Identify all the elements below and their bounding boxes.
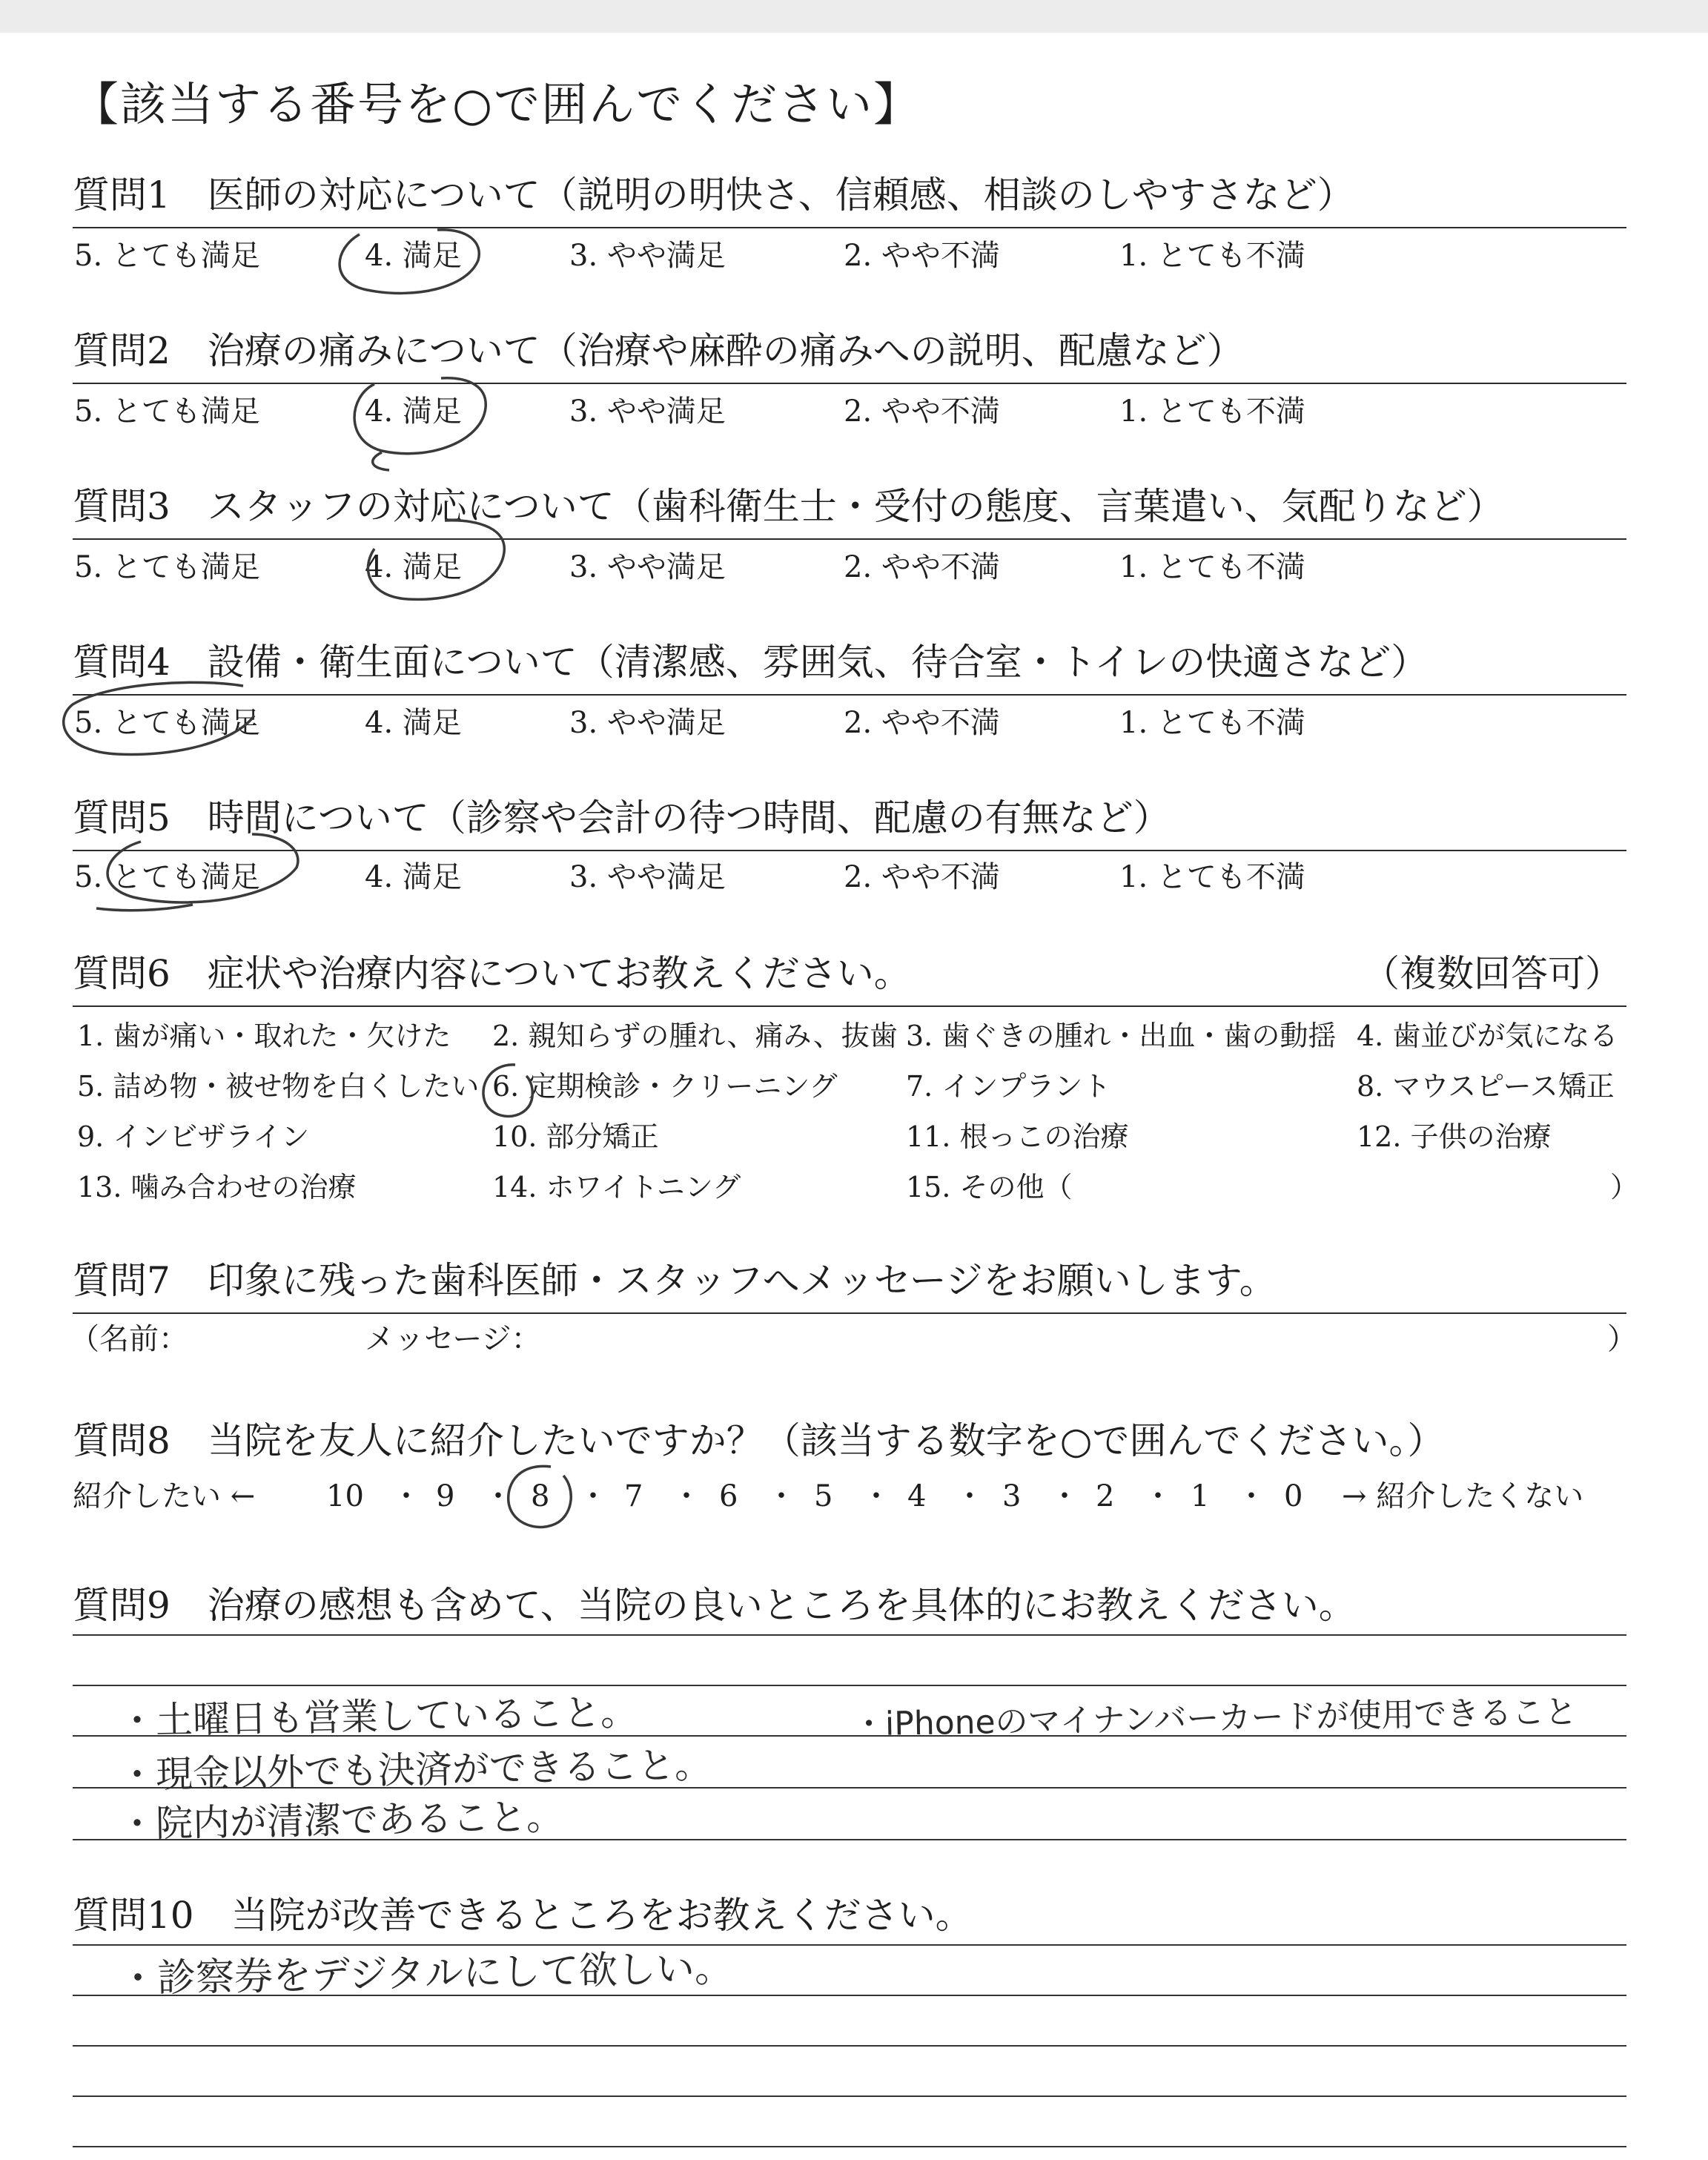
question-7-title: 質問7 印象に残った歯科医師・スタッフへメッセージをお願いします。 [73, 1259, 1277, 1302]
q10-answer-1: ・診察券をデジタルにして欲しい。 [118, 1946, 734, 2002]
q6-item-2[interactable]: 2. 親知らずの腫れ、痛み、抜歯 [492, 1020, 898, 1052]
question-6-title: 質問6 症状や治療内容についてお教えください。 [73, 952, 911, 995]
q9-writing-line-2 [73, 1685, 1626, 1686]
q8-score-6[interactable]: 6 [719, 1479, 738, 1513]
q3-option-2[interactable]: 2. やや不満 [844, 550, 1000, 584]
q8-sep: ・ [672, 1479, 701, 1513]
q6-item-6[interactable]: 6. 定期検診・クリーニング [492, 1070, 838, 1103]
q4-option-2[interactable]: 2. やや不満 [844, 706, 1000, 740]
q8-sep: ・ [391, 1479, 421, 1513]
q5-option-4[interactable]: 4. 満足 [365, 860, 462, 894]
q8-score-8[interactable]: 8 [531, 1479, 550, 1513]
q6-item-12[interactable]: 12. 子供の治療 [1357, 1120, 1552, 1153]
q1-option-4[interactable]: 4. 満足 [365, 239, 462, 273]
q2-option-3[interactable]: 3. やや満足 [569, 394, 726, 429]
q8-score-10[interactable]: 10 [326, 1479, 364, 1513]
q7-close-paren: ） [1607, 1322, 1637, 1356]
q4-option-5[interactable]: 5. とても満足 [74, 706, 260, 740]
question-1-title: 質問1 医師の対応について（説明の明快さ、信頼感、相談のしやすさなど） [73, 174, 1354, 217]
q1-selection-circle [326, 219, 489, 301]
question-3-rule [73, 538, 1626, 540]
q8-right-label: → 紹介したくない [1342, 1479, 1584, 1513]
q8-left-label: 紹介したい ← [73, 1479, 256, 1513]
q9-answer-3: ・現金以外でも決済ができること。 [118, 1743, 712, 1797]
question-8-title: 質問8 当院を友人に紹介したいですか？（該当する数字を○で囲んでください。） [73, 1419, 1445, 1462]
q9-answer-4: ・院内が清潔であること。 [118, 1794, 564, 1846]
q8-score-1[interactable]: 1 [1191, 1479, 1210, 1513]
question-7-rule [73, 1312, 1626, 1314]
q2-option-2[interactable]: 2. やや不満 [844, 394, 1000, 429]
q6-item-4[interactable]: 4. 歯並びが気になる [1357, 1020, 1618, 1052]
q8-score-4[interactable]: 4 [907, 1479, 927, 1513]
q3-option-5[interactable]: 5. とても満足 [74, 550, 260, 584]
q8-sep: ・ [1050, 1479, 1079, 1513]
q1-option-2[interactable]: 2. やや不満 [844, 239, 1000, 273]
q3-selection-circle [348, 512, 519, 615]
q3-option-1[interactable]: 1. とても不満 [1119, 550, 1305, 584]
question-6-note: （複数回答可） [1363, 952, 1622, 995]
q5-selection-circle [82, 823, 319, 919]
q6-item-14[interactable]: 14. ホワイトニング [492, 1171, 741, 1203]
q6-item-10[interactable]: 10. 部分矯正 [492, 1120, 659, 1153]
q6-item-1[interactable]: 1. 歯が痛い・取れた・欠けた [77, 1020, 451, 1052]
q7-name-label: （名前： [70, 1322, 188, 1356]
question-3-title: 質問3 スタッフの対応について（歯科衛生士・受付の態度、言葉遣い、気配りなど） [73, 485, 1504, 528]
q4-selection-circle [50, 671, 273, 767]
q8-score-2[interactable]: 2 [1096, 1479, 1115, 1513]
q3-option-4[interactable]: 4. 満足 [365, 550, 462, 584]
question-10-title: 質問10 当院が改善できるところをお教えください。 [73, 1894, 973, 1937]
q6-item-9[interactable]: 9. インビザライン [77, 1120, 310, 1153]
q6-item-5[interactable]: 5. 詰め物・被せ物を白くしたい [77, 1070, 480, 1103]
q8-sep: ・ [1237, 1479, 1266, 1513]
scan-top-edge [0, 0, 1708, 33]
q8-selection-circle [495, 1459, 584, 1541]
q9-answer-2: ・iPhoneのマイナンバーカードが使用できること [852, 1693, 1578, 1744]
q8-score-7[interactable]: 7 [624, 1479, 643, 1513]
instruction-heading: 【該当する番号を○で囲んでください】 [73, 77, 921, 131]
question-4-title: 質問4 設備・衛生面について（清潔感、雰囲気、待合室・トイレの快適さなど） [73, 641, 1429, 684]
q1-option-5[interactable]: 5. とても満足 [74, 239, 260, 273]
question-2-rule [73, 383, 1626, 384]
q8-sep: ・ [1143, 1479, 1173, 1513]
q5-option-5[interactable]: 5. とても満足 [74, 860, 260, 894]
q10-writing-line-5 [73, 2146, 1626, 2147]
q10-writing-line-1 [73, 1944, 1626, 1946]
q6-item-15[interactable]: 15. その他（ [906, 1171, 1073, 1203]
q6-item-7[interactable]: 7. インプラント [906, 1070, 1111, 1103]
q8-sep: ・ [578, 1479, 608, 1513]
q9-answer-1: ・土曜日も営業していること。 [118, 1690, 638, 1743]
q2-selection-circle [337, 371, 500, 475]
question-6-rule [73, 1005, 1626, 1007]
q5-option-1[interactable]: 1. とても不満 [1119, 860, 1305, 894]
q8-score-5[interactable]: 5 [814, 1479, 833, 1513]
q6-item-11[interactable]: 11. 根っこの治療 [906, 1120, 1129, 1153]
q1-option-3[interactable]: 3. やや満足 [569, 239, 726, 273]
q6-selection-circle [474, 1057, 541, 1124]
q6-item-8[interactable]: 8. マウスピース矯正 [1357, 1070, 1615, 1103]
q9-writing-line-1 [73, 1634, 1626, 1636]
q5-option-2[interactable]: 2. やや不満 [844, 860, 1000, 894]
q8-score-3[interactable]: 3 [1002, 1479, 1022, 1513]
q4-option-3[interactable]: 3. やや満足 [569, 706, 726, 740]
q4-option-1[interactable]: 1. とても不満 [1119, 706, 1305, 740]
q2-option-4[interactable]: 4. 満足 [365, 394, 462, 429]
question-1-rule [73, 227, 1626, 228]
q5-option-3[interactable]: 3. やや満足 [569, 860, 726, 894]
q1-option-1[interactable]: 1. とても不満 [1119, 239, 1305, 273]
q8-score-9[interactable]: 9 [436, 1479, 455, 1513]
q10-writing-line-4 [73, 2095, 1626, 2097]
question-5-title: 質問5 時間について（診察や会計の待つ時間、配慮の有無など） [73, 796, 1171, 839]
q8-sep: ・ [955, 1479, 984, 1513]
q3-option-3[interactable]: 3. やや満足 [569, 550, 726, 584]
q2-option-1[interactable]: 1. とても不満 [1119, 394, 1305, 429]
q7-message-label: メッセージ： [365, 1322, 541, 1356]
q8-sep: ・ [861, 1479, 891, 1513]
q4-option-4[interactable]: 4. 満足 [365, 706, 462, 740]
q10-writing-line-3 [73, 2045, 1626, 2047]
q8-score-0[interactable]: 0 [1284, 1479, 1303, 1513]
q8-sep: ・ [767, 1479, 796, 1513]
question-2-title: 質問2 治療の痛みについて（治療や麻酔の痛みへの説明、配慮など） [73, 329, 1244, 372]
q6-item-15-close: ） [1610, 1171, 1639, 1203]
question-4-rule [73, 694, 1626, 696]
q8-sep: ・ [483, 1479, 513, 1513]
q2-option-5[interactable]: 5. とても満足 [74, 394, 260, 429]
question-9-title: 質問9 治療の感想も含めて、当院の良いところを具体的にお教えください。 [73, 1584, 1356, 1627]
q6-item-13[interactable]: 13. 噛み合わせの治療 [77, 1171, 357, 1203]
q6-item-3[interactable]: 3. 歯ぐきの腫れ・出血・歯の動揺 [906, 1020, 1337, 1052]
